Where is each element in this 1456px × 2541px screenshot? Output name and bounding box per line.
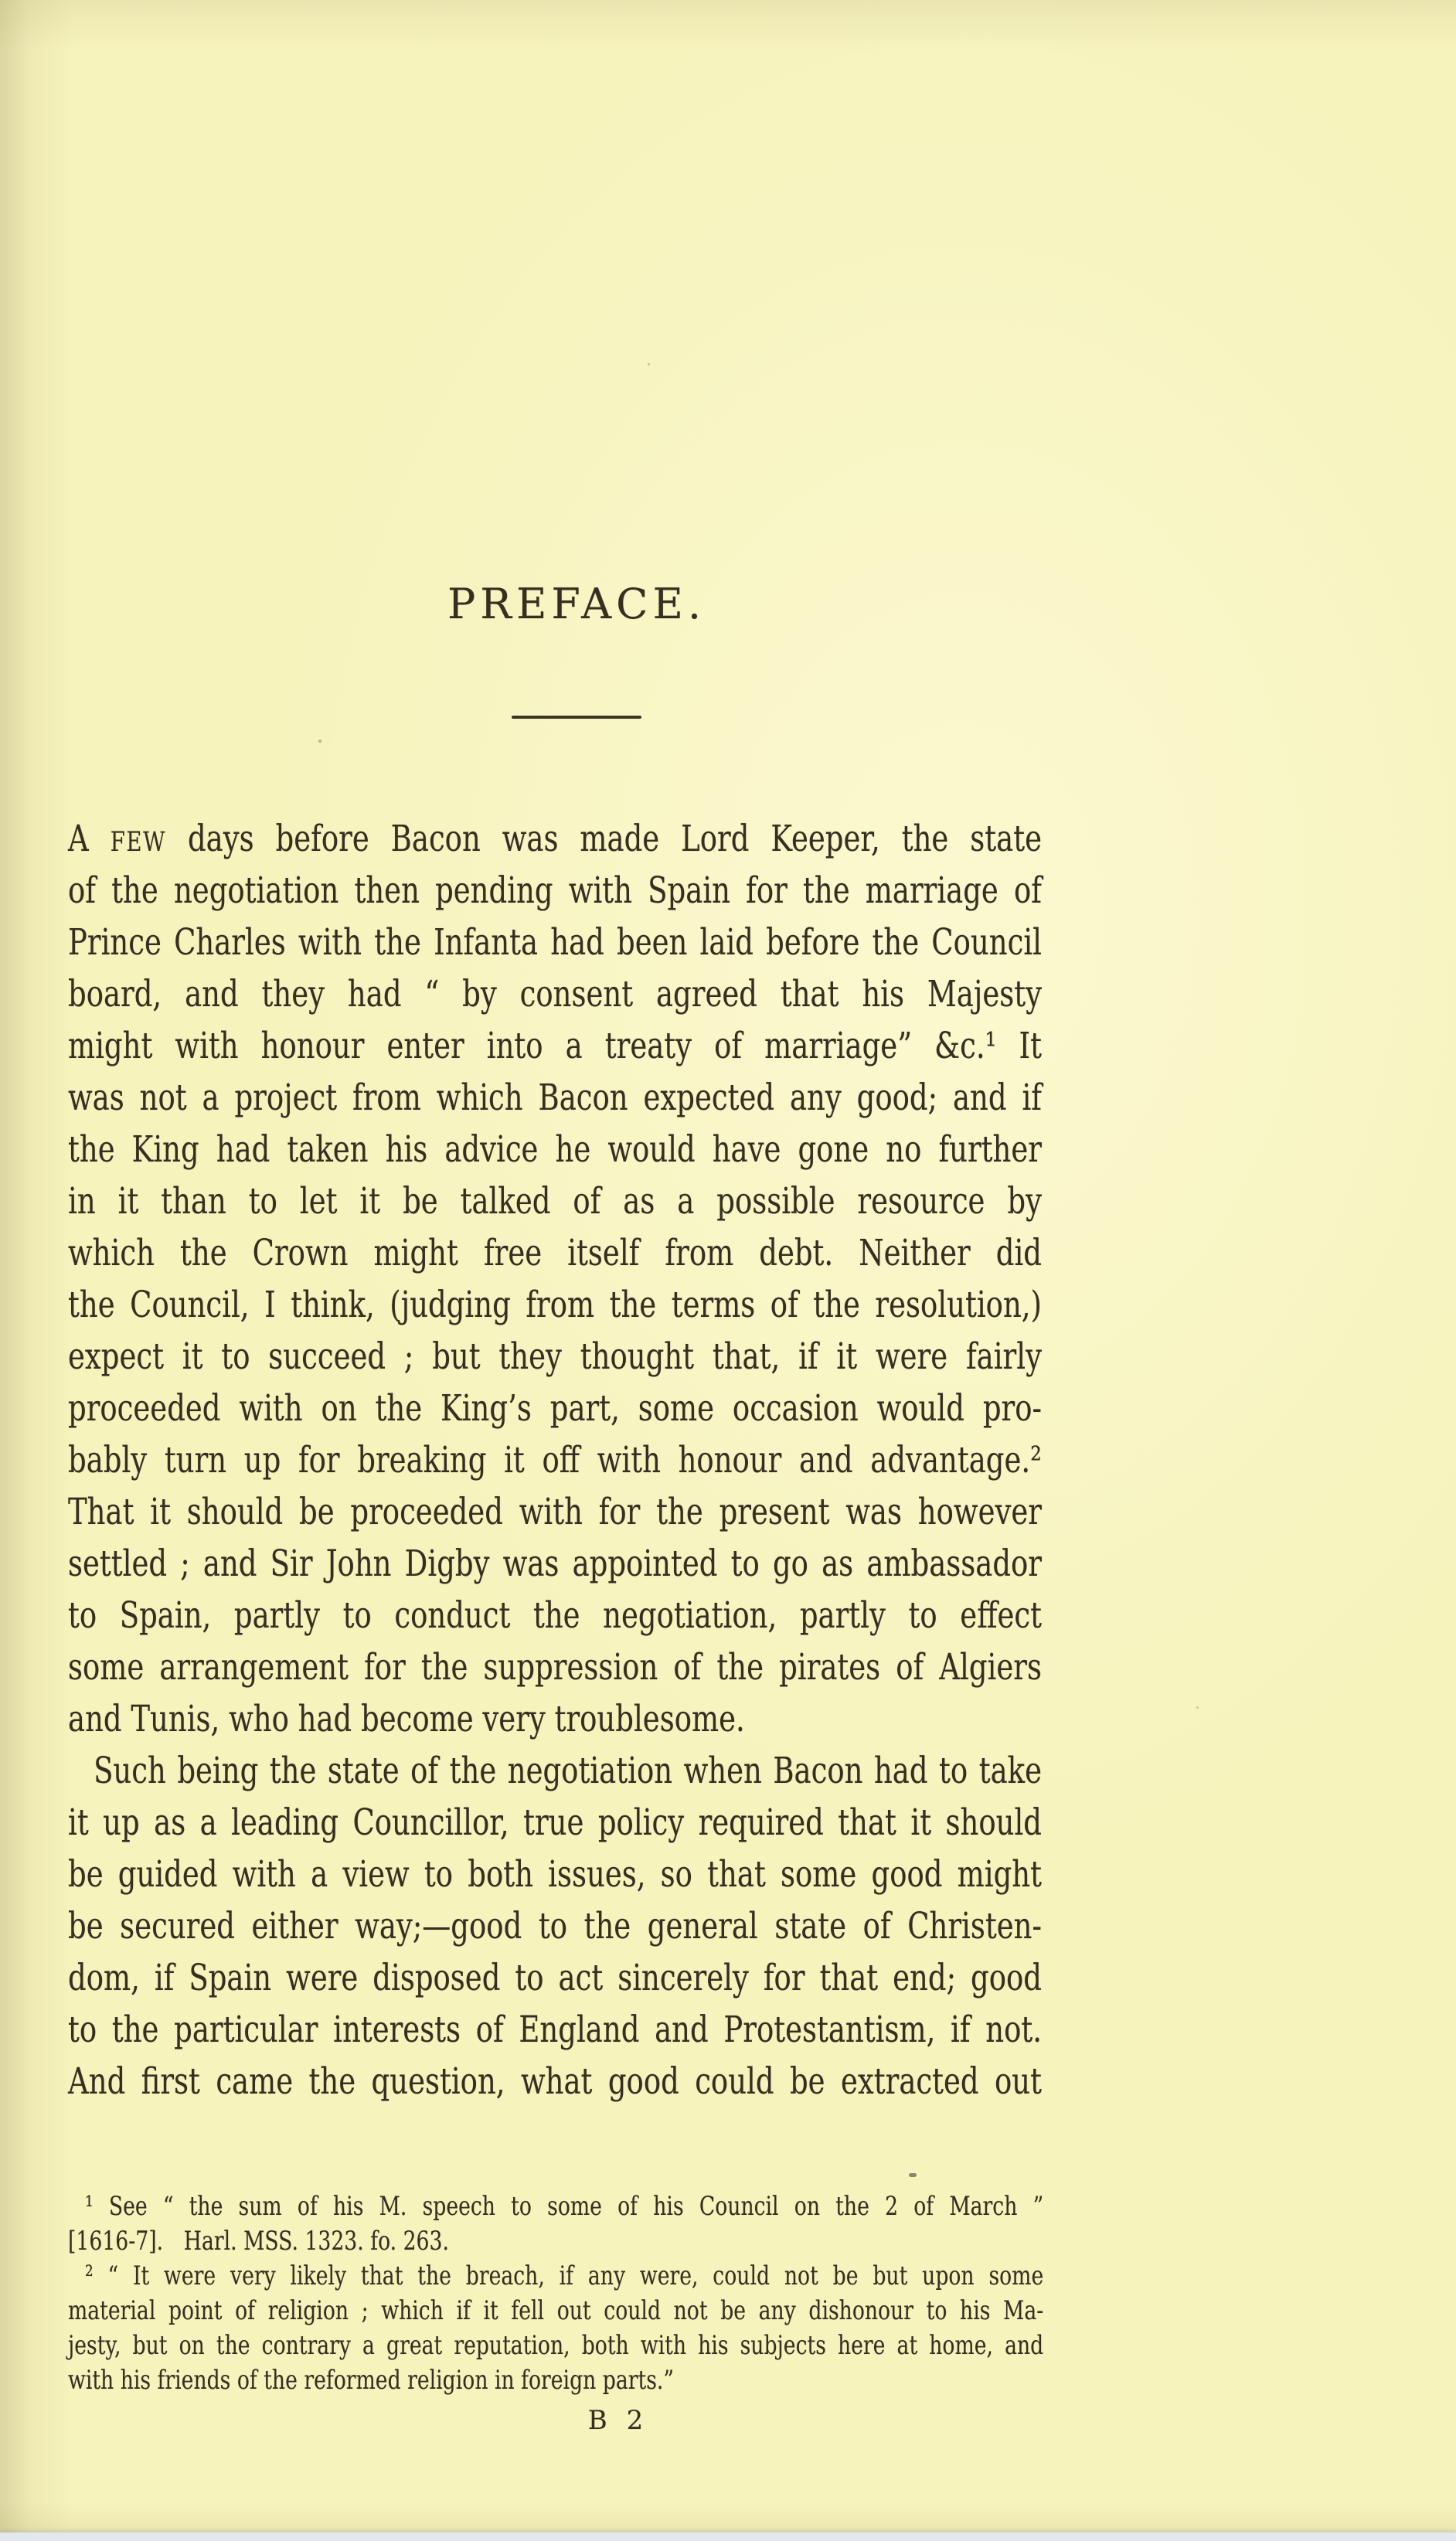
body-line: the Council, I think, (judging from the terms of the resolution,) <box>68 1284 1042 1326</box>
body-line: to Spain, partly to conduct the negotiation, partly to effect <box>68 1594 1042 1637</box>
body-line: of the negotiation then pending with Spain for the marriage of <box>68 869 1042 912</box>
footnote-line: [1616-7]. Harl. MSS. 1323. fo. 263. <box>68 2226 449 2257</box>
scan-edge-strip <box>0 2532 1456 2541</box>
footnote-line: ² “ It were very likely that the breach, if any were, could not be but upon some <box>84 2260 1044 2291</box>
title-divider-rule <box>512 716 641 719</box>
preface-title: PREFACE. <box>447 580 706 628</box>
body-line-lead: A <box>68 818 89 860</box>
body-line: be guided with a view to both issues, so that some good might <box>68 1853 1042 1896</box>
body-line-rest: days before Bacon was made Lord Keeper, the state <box>187 818 1043 860</box>
body-line: bably turn up for breaking it off with honour and advantage.² <box>68 1439 1042 1481</box>
footnote-line: material point of religion ; which if it fell out could not be any dishonour to his Ma- <box>68 2295 1044 2326</box>
body-line: might with honour enter into a treaty of marriage” &c.¹ It <box>68 1025 1042 1067</box>
body-line-paragraph-end: and Tunis, who had become very troublesome. <box>68 1698 745 1740</box>
body-line: in it than to let it be talked of as a possible resource by <box>68 1180 1042 1223</box>
body-line: Prince Charles with the Infanta had been laid before the Council <box>68 921 1042 964</box>
body-line: some arrangement for the suppression of the pirates of Algiers <box>68 1646 1042 1689</box>
body-line: And first came the question, what good could be extracted out <box>68 2060 1042 2103</box>
body-line <box>68 813 1042 865</box>
footnotes <box>68 2189 1043 2398</box>
body-line: board, and they had “ by consent agreed that his Majesty <box>68 973 1042 1015</box>
body-line: That it should be proceeded with for the present was however <box>68 1491 1042 1533</box>
body-line: dom, if Spain were disposed to act sincerely for that end; good <box>68 1957 1042 1999</box>
paper-speck <box>318 740 321 743</box>
body-line: expect it to succeed ; but they thought that, if it were fairly <box>68 1335 1042 1378</box>
body-line: to the particular interests of England and Protestantism, if not. <box>68 2009 1042 2051</box>
paper-speck <box>648 363 650 366</box>
body-line: settled ; and Sir John Digby was appointed to go as ambassador <box>68 1543 1042 1585</box>
paper-speck <box>1196 1706 1199 1709</box>
preface-body <box>68 813 1042 2107</box>
footnote-line: jesty, but on the contrary a great reputation, both with his subjects here at home, and <box>68 2330 1044 2361</box>
body-line: proceeded with on the King’s part, some occasion would pro- <box>68 1387 1042 1430</box>
paper-speck <box>909 2173 917 2177</box>
body-line: be secured either way;—good to the general state of Christen- <box>68 1905 1042 1947</box>
body-line-paragraph-start: Such being the state of the negotiation when Bacon had to take <box>94 1750 1043 1792</box>
footnote-line: with his friends of the reformed religion in foreign parts.” <box>68 2365 674 2396</box>
body-line: the King had taken his advice he would have gone no further <box>68 1128 1042 1171</box>
footnote-line: ¹ See “ the sum of his M. speech to some of his Council on the 2 of March ” <box>84 2191 1044 2222</box>
body-line: was not a project from which Bacon expected any good; and if <box>68 1077 1042 1119</box>
body-line-smallcaps: FEW <box>110 827 166 858</box>
body-line: which the Crown might free itself from debt. Neither did <box>68 1232 1042 1274</box>
signature-mark: B 2 <box>587 2405 649 2436</box>
body-line: it up as a leading Councillor, true policy required that it should <box>68 1801 1042 1844</box>
